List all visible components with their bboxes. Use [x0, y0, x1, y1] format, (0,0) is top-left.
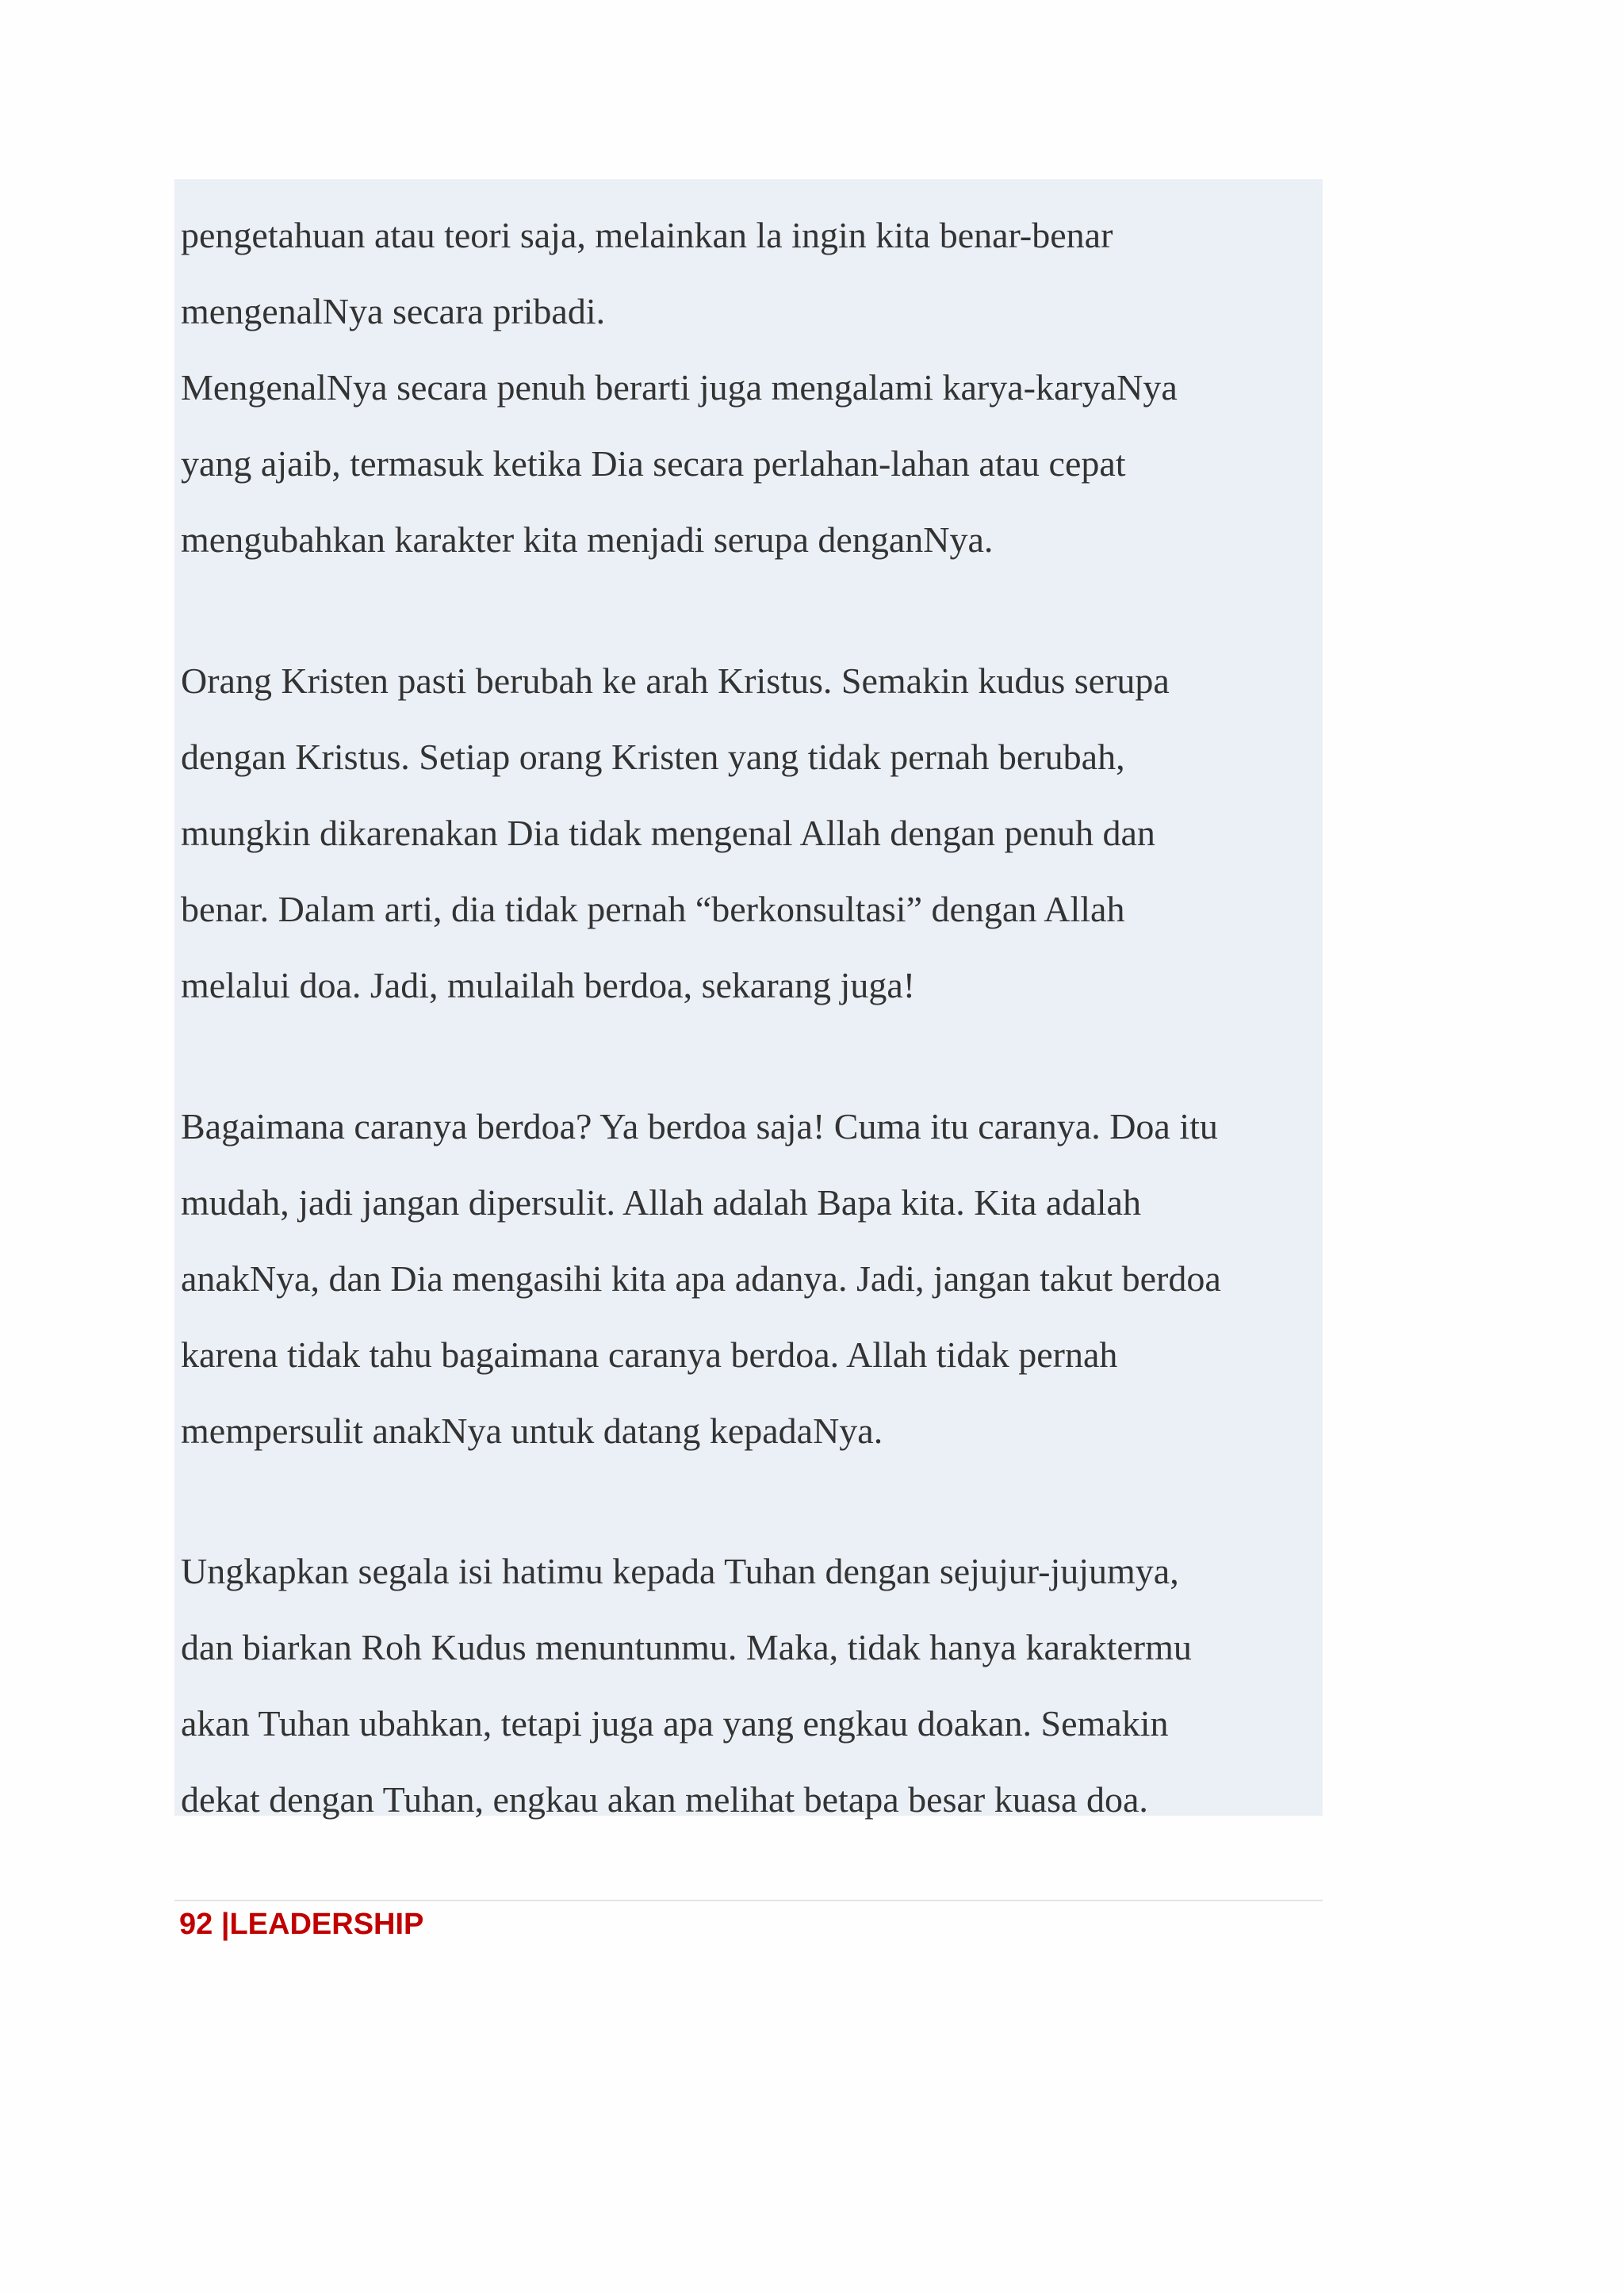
footer-divider [174, 1900, 1323, 1901]
text-line: benar. Dalam arti, dia tidak pernah “berkonsultasi” dengan Allah [181, 889, 1125, 929]
text-line: mudah, jadi jangan dipersulit. Allah adalah Bapa kita. Kita adalah [181, 1182, 1141, 1223]
text-line: yang ajaib, termasuk ketika Dia secara perlahan-lahan atau cepat [181, 443, 1126, 484]
text-line: mungkin dikarenakan Dia tidak mengenal Allah dengan penuh dan [181, 813, 1155, 853]
text-line: dekat dengan Tuhan, engkau akan melihat betapa besar kuasa doa. [181, 1779, 1148, 1820]
text-line: Orang Kristen pasti berubah ke arah Kristus. Semakin kudus serupa [181, 660, 1170, 701]
text-line: dengan Kristus. Setiap orang Kristen yang tidak pernah berubah, [181, 737, 1125, 777]
text-line: mempersulit anakNya untuk datang kepadaNya. [181, 1411, 883, 1451]
text-line: Bagaimana caranya berdoa? Ya berdoa saja! Cuma itu caranya. Doa itu [181, 1106, 1218, 1146]
text-line: mengubahkan karakter kita menjadi serupa denganNya. [181, 519, 994, 560]
text-line: Ungkapkan segala isi hatimu kepada Tuhan dengan sejujur-jujumya, [181, 1551, 1179, 1591]
text-line: melalui doa. Jadi, mulailah berdoa, sekarang juga! [181, 965, 916, 1005]
text-line: karena tidak tahu bagaimana caranya berdoa. Allah tidak pernah [181, 1334, 1118, 1375]
page-footer: 92 |LEADERSHIP [179, 1908, 424, 1941]
text-line: akan Tuhan ubahkan, tetapi juga apa yang engkau doakan. Semakin [181, 1703, 1169, 1744]
text-line: anakNya, dan Dia mengasihi kita apa adanya. Jadi, jangan takut berdoa [181, 1258, 1221, 1299]
text-line: MengenalNya secara penuh berarti juga mengalami karya-karyaNya [181, 367, 1178, 408]
text-line: dan biarkan Roh Kudus menuntunmu. Maka, tidak hanya karaktermu [181, 1627, 1192, 1667]
text-line: mengenalNya secara pribadi. [181, 291, 606, 331]
text-line: pengetahuan atau teori saja, melainkan la ingin kita benar-benar [181, 215, 1113, 255]
text-block [174, 179, 1323, 1820]
